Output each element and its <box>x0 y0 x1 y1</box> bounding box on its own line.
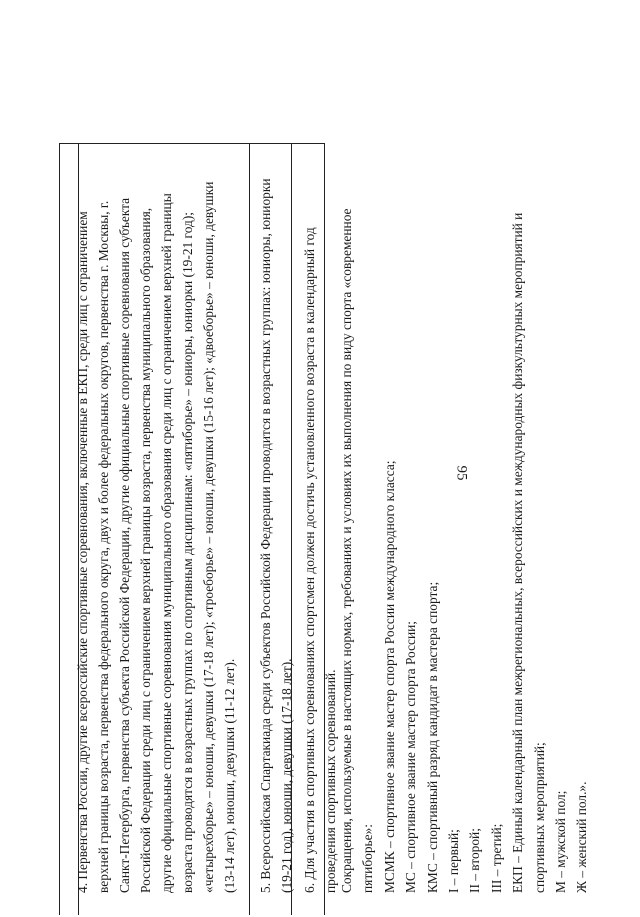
abbreviation-item: II – второй; <box>467 828 483 893</box>
abbreviation-item: ЕКП – Единый календарный план межрегиональных, всероссийских и международных физкультурных мероприятий и спортивных мероприятий; <box>510 212 547 893</box>
rotated-content <box>60 155 590 915</box>
abbreviation-item: I – первый; <box>446 829 462 893</box>
table-row <box>255 169 297 893</box>
table-row <box>72 169 240 893</box>
abbreviation-item: Ж – женский пол.». <box>574 781 590 893</box>
table-border-top <box>59 143 324 144</box>
abbreviations-intro: Сокращения, используемые в настоящих нормах, требованиях и условиях их выполнения по виду спорта «современное пятиборье»: <box>339 208 376 893</box>
row-text: 6. Для участия в спортивных соревнованиях спортсмен должен достичь установленного возраста в календарный год проведения спортивных соревнований. <box>302 227 338 893</box>
row-text: 5. Всероссийская Спартакиада среди субъектов Российской Федерации проводится в возрастных группах: юниоры, юниорки (19-21 год), юноши, девушки (17-18 лет). <box>258 178 294 893</box>
page-number: 95 <box>453 465 470 481</box>
abbreviation-item: МС – спортивное звание мастер спорта России; <box>403 620 419 893</box>
abbreviation-item: МСМК – спортивное звание мастер спорта России международного класса; <box>381 460 397 893</box>
row-text: 4. Первенства России, другие всероссийские спортивные соревнования, включенные в ЕКП, среди лиц с ограничением верхней границы возраста, первенства федерального округа, двух и более федеральных округов, первенства г. Москвы, г. Санкт-Петербурга, первенства субъекта Российской Федерации, другие официальные спортивные соревнования субъекта Российской Федерации среди лиц с ограничением верхней границы возраста, первенства муниципального образования, другие официальные спортивные соревнования муниципального образования среди лиц с ограничением верхней границы возраста проводятся в возрастных группах по спортивным дисциплинам: «пятиборье» – юниоры, юниорки (19-21 год); «четырехборье» – юноши, девушки (17-18 лет); «троеборье» – юноши, девушки (15-16 лет); «двоеборье» – юноши, девушки (13-14 лет), юноши, девушки (11-12 лет). <box>75 181 237 893</box>
abbreviation-item: III – третий; <box>488 823 504 893</box>
abbreviations-section <box>336 169 593 893</box>
abbreviation-item: М – мужской пол; <box>553 790 569 893</box>
table-row <box>299 169 341 893</box>
abbreviation-item: КМС – спортивный разряд кандидат в мастера спорта; <box>424 581 440 893</box>
